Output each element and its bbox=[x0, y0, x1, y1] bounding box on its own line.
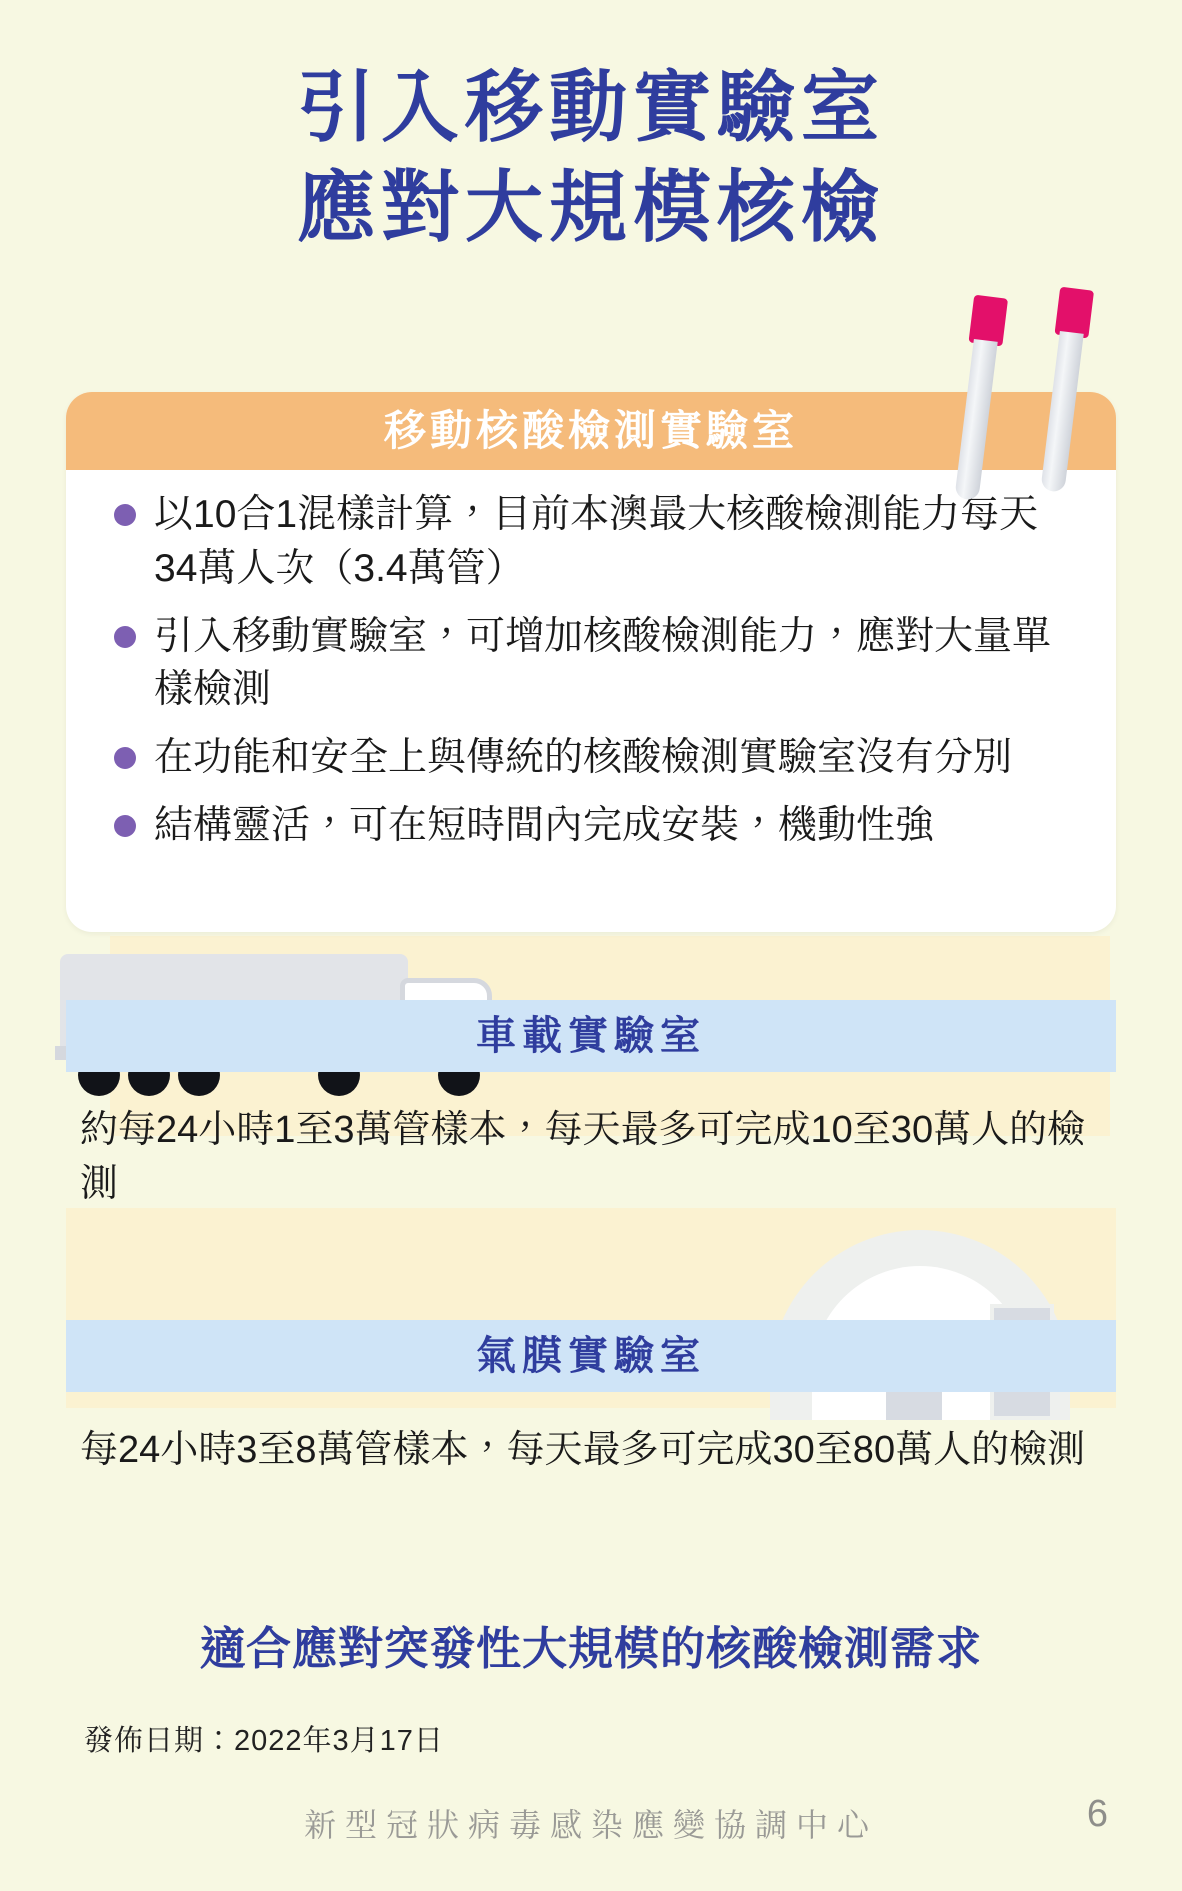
publish-date: 發佈日期：2022年3月17日 bbox=[84, 1725, 444, 1757]
list-item-label: 引入移動實驗室，可增加核酸檢測能力，應對大量單樣檢測 bbox=[154, 614, 1052, 712]
list-item bbox=[114, 610, 1074, 718]
page-number: 6 bbox=[1086, 1793, 1108, 1835]
mobile-lab-card-header: 移動核酸檢測實驗室 bbox=[66, 392, 1116, 470]
list-item-label: 以10合1混樣計算，目前本澳最大核酸檢測能力每天34萬人次（3.4萬管） bbox=[154, 493, 1039, 590]
bullet-dot-icon bbox=[114, 504, 136, 526]
air-dome-lab-description: 每24小時3至8萬管樣本，每天最多可完成30至80萬人的檢測 bbox=[80, 1429, 1086, 1471]
list-item-label: 在功能和安全上與傳統的核酸檢測實驗室沒有分別 bbox=[154, 736, 1013, 780]
vehicle-lab-band-label: 車載實驗室 bbox=[66, 1000, 1116, 1072]
vehicle-lab-description: 約每24小時1至3萬管樣本，每天最多可完成10至30萬人的檢測 bbox=[80, 1109, 1086, 1205]
title-line-1: 引入移動實驗室 bbox=[296, 63, 885, 151]
conclusion-text: 適合應對突發性大規模的核酸檢測需求 bbox=[199, 1623, 982, 1674]
swab-icon bbox=[1036, 287, 1094, 490]
mobile-lab-bullet-list bbox=[114, 488, 1074, 867]
bullet-dot-icon bbox=[114, 815, 136, 837]
organization-name: 新型冠狀病毒感染應變協調中心 bbox=[303, 1807, 878, 1843]
list-item bbox=[114, 799, 1074, 853]
bullet-dot-icon bbox=[114, 626, 136, 648]
air-dome-lab-band-label: 氣膜實驗室 bbox=[66, 1320, 1116, 1392]
list-item bbox=[114, 731, 1074, 785]
page-title bbox=[0, 58, 1182, 258]
swab-stick-icon bbox=[954, 339, 997, 501]
title-line-2: 應對大規模核檢 bbox=[296, 162, 885, 251]
list-item-label: 結構靈活，可在短時間內完成安裝，機動性強 bbox=[154, 804, 935, 848]
swab-stick-icon bbox=[1040, 331, 1083, 493]
swab-illustration bbox=[962, 288, 1112, 508]
bullet-dot-icon bbox=[114, 747, 136, 769]
list-item bbox=[114, 488, 1074, 596]
